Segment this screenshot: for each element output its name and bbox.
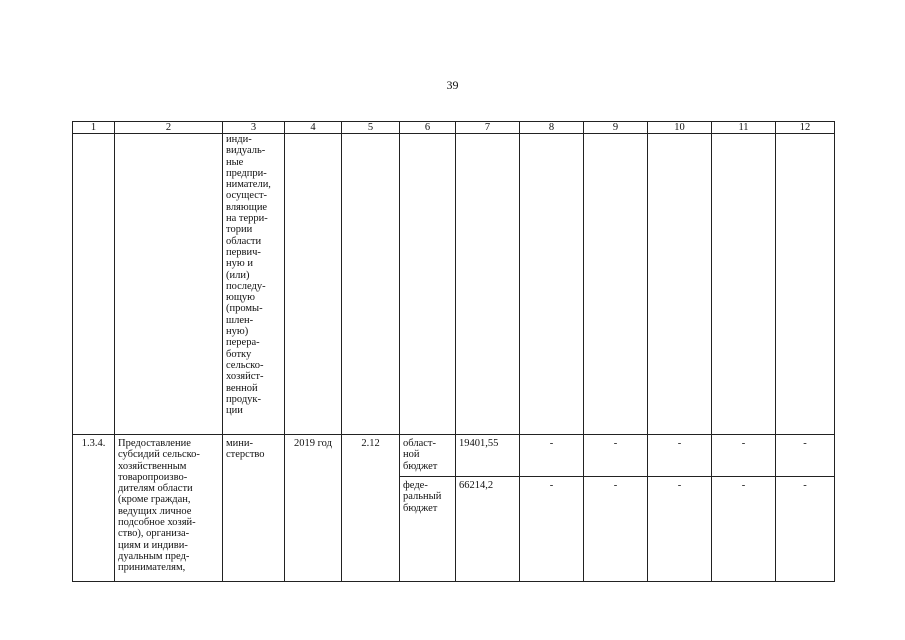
table-row (73, 435, 835, 477)
funding-amount: 19401,55 (456, 435, 520, 477)
program-table (72, 121, 835, 582)
column-number-row (73, 122, 835, 134)
participants-text: инди- видуаль- ные предпри- ниматели, осущест- вляющие на терри- тории области первич- ную и (или) последу- ющую (промы- шлен- ную) перера- ботку сельско- хозяйст- венной продук- ции (223, 134, 285, 435)
funding-amount: 66214,2 (456, 477, 520, 582)
header-cell: 5 (342, 122, 400, 134)
header-cell: 12 (776, 122, 835, 134)
header-cell: 4 (285, 122, 342, 134)
value-cell: - (648, 477, 712, 582)
header-cell: 8 (520, 122, 584, 134)
header-cell: 9 (584, 122, 648, 134)
item-number: 1.3.4. (73, 435, 115, 582)
value-cell: - (776, 435, 835, 477)
page-number: 39 (446, 78, 459, 92)
header-cell: 11 (712, 122, 776, 134)
item-executor: мини- стерство (223, 435, 285, 582)
header-cell: 2 (115, 122, 223, 134)
value-cell: - (712, 435, 776, 477)
funding-source: феде- ральный бюджет (400, 477, 456, 582)
header-cell: 1 (73, 122, 115, 134)
continued-row (73, 134, 835, 435)
item-year: 2019 год (285, 435, 342, 582)
header-cell: 3 (223, 122, 285, 134)
header-cell: 6 (400, 122, 456, 134)
value-cell: - (584, 477, 648, 582)
value-cell: - (712, 477, 776, 582)
value-cell: - (584, 435, 648, 477)
item-indicator: 2.12 (342, 435, 400, 582)
item-name: Предоставление субсидий сельско- хозяйственным товаропроизво- дителям области (кроме граждан, ведущих личное подсобное хозяй- ство), организа- циям и индиви- дуальным пред- принимателям, (115, 435, 223, 582)
value-cell: - (648, 435, 712, 477)
header-cell: 10 (648, 122, 712, 134)
value-cell: - (520, 435, 584, 477)
value-cell: - (520, 477, 584, 582)
funding-source: област- ной бюджет (400, 435, 456, 477)
header-cell: 7 (456, 122, 520, 134)
value-cell: - (776, 477, 835, 582)
